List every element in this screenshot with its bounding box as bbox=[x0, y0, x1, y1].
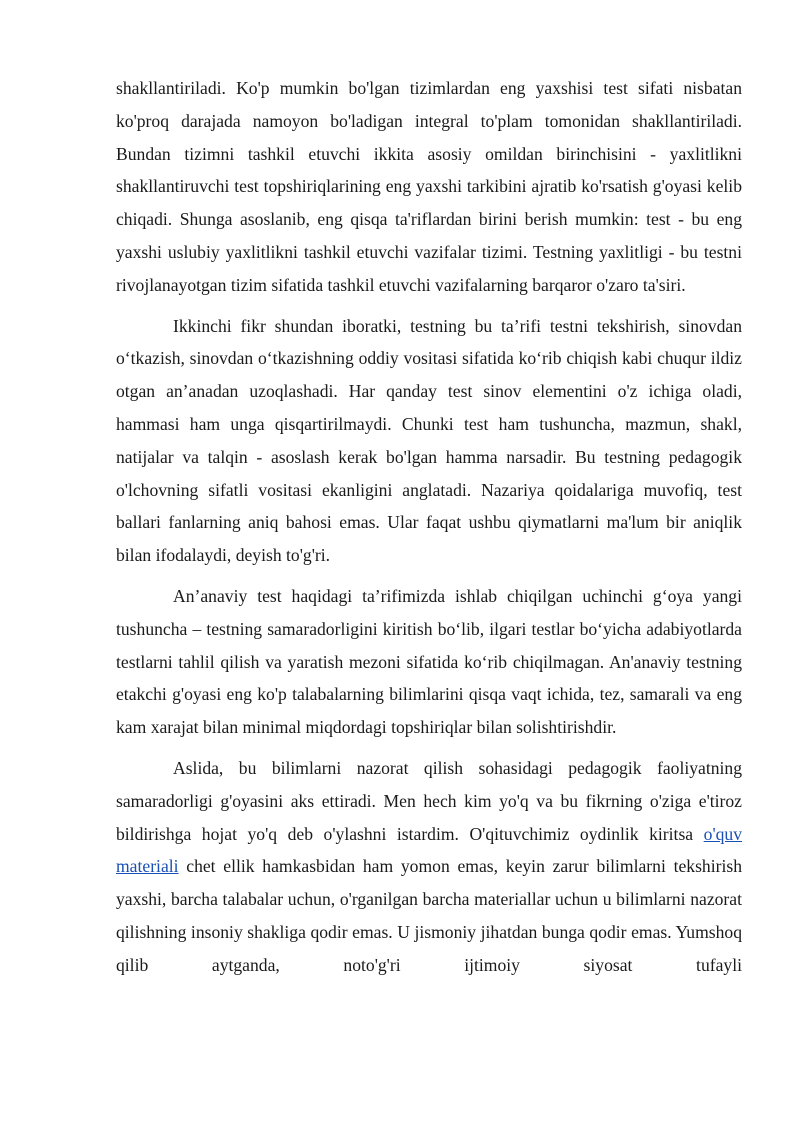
paragraph-1: shakllantiriladi. Ko'p mumkin bo'lgan tizimlardan eng yaxshisi test sifati nisbatan ko'proq darajada namoyon bo'ladigan integral to'plam tomonidan shakllantiriladi. Bundan tizimni tashkil etuvchi ikkita asosiy omildan birinchisini - yaxlitlikni shakllantiruvchi test topshiriqlarining eng yaxshi tarkibini ajratib ko'rsatish g'oyasi kelib chiqadi. Shunga asoslanib, eng qisqa ta'riflardan birini berish mumkin: test - bu eng yaxshi uslubiy yaxlitlikni tashkil etuvchi vazifalar tizimi. Testning yaxlitligi - bu testni rivojlanayotgan tizim sifatida tashkil etuvchi vazifalarning barqaror o'zaro ta'siri. bbox=[116, 78, 742, 295]
paragraph-4-text-after-link: chet ellik hamkasbidan ham yomon emas, keyin zarur bilimlarni tekshirish yaxshi, barcha talabalar uchun, o'rganilgan barcha materiallar uchun u bilimlarni nazorat qilishning insoniy shakliga qodir emas. U jismoniy jihatdan bunga qodir emas. Yumshoq qilib aytganda, noto'g'ri ijtimoiy siyosat tufayli bbox=[116, 856, 742, 975]
paragraph-3: An’anaviy test haqidagi ta’rifimizda ishlab chiqilgan uchinchi g‘oya yangi tushuncha – testning samaradorligini kiritish bo‘lib, ilgari testlar bo‘yicha adabiyotlarda testlarni tahlil qilish va yaratish mezoni sifatida ko‘rib chiqilmagan. An'anaviy testning etakchi g'oyasi eng ko'p talabalarning bilimlarini qisqa vaqt ichida, tez, samarali va eng kam xarajat bilan minimal miqdordagi topshiriqlar bilan solishtirishdir. bbox=[116, 585, 742, 738]
study-material-link[interactable]: o'quv materiali bbox=[116, 823, 742, 877]
document-body bbox=[116, 72, 742, 990]
paragraph-2: Ikkinchi fikr shundan iboratki, testning bu ta’rifi testni tekshirish, sinovdan o‘tkazish, sinovdan o‘tkazishning oddiy vositasi sifatida ko‘rib chiqish kabi chuqur ildiz otgan an’anadan uzoqlashadi. Har qanday test sinov elementini o'z ichiga oladi, hammasi ham unga qisqartirilmaydi. Chunki test ham tushuncha, mazmun, shakl, natijalar va talqin - asoslash kerak bo'lgan hamma narsadir. Bu testning pedagogik o'lchovning sifatli vositasi ekanligini anglatadi. Nazariya qoidalariga muvofiq, test ballari fanlarning aniq bahosi emas. Ular faqat ushbu qiymatlarni ma'lum bir aniqlik bilan ifodalaydi, deyish to'g'ri. bbox=[116, 315, 742, 566]
paragraph-4 bbox=[116, 752, 742, 982]
paragraph-4-text-before-link: Aslida, bu bilimlarni nazorat qilish sohasidagi pedagogik faoliyatning samaradorligi g'oyasini aks ettiradi. Men hech kim yo'q va bu fikrning o'ziga e'tiroz bildirishga hojat yo'q deb o'ylashni istardim. O'qituvchimiz oydinlik kiritsa bbox=[116, 757, 742, 844]
